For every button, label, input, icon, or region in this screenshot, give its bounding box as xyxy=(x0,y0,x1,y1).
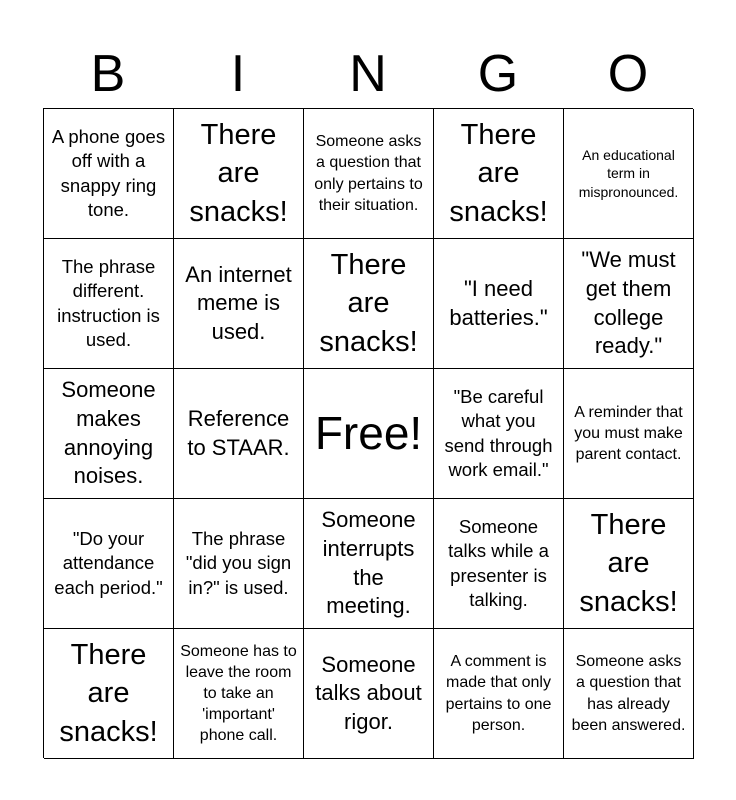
bingo-cell-i2[interactable] xyxy=(174,239,304,369)
cell-text: Someone has to leave the room to take an 'important' phone call. xyxy=(180,642,297,745)
cell-text: The phrase "did you sign in?" is used. xyxy=(185,527,292,598)
bingo-cell-b1[interactable] xyxy=(44,109,174,239)
cell-text: There are snacks! xyxy=(579,509,678,618)
bingo-cell-i1[interactable] xyxy=(174,109,304,239)
bingo-cell-i5[interactable] xyxy=(174,629,304,759)
cell-text: Someone makes annoying noises. xyxy=(61,377,156,489)
bingo-cell-g1[interactable] xyxy=(434,109,564,239)
free-space-cell[interactable] xyxy=(304,369,434,499)
bingo-cell-g5[interactable] xyxy=(434,629,564,759)
bingo-cell-i4[interactable] xyxy=(174,499,304,629)
cell-text: "Do your attendance each period." xyxy=(54,527,163,598)
bingo-board xyxy=(43,108,693,758)
bingo-cell-b5[interactable] xyxy=(44,629,174,759)
cell-text: Reference to STAAR. xyxy=(187,405,290,460)
bingo-cell-b2[interactable] xyxy=(44,239,174,369)
bingo-cell-i3[interactable] xyxy=(174,369,304,499)
bingo-cell-o1[interactable] xyxy=(564,109,694,239)
cell-text: The phrase different. instruction is used. xyxy=(57,255,160,350)
bingo-cell-o4[interactable] xyxy=(564,499,694,629)
bingo-cell-g2[interactable] xyxy=(434,239,564,369)
cell-text: Someone talks about rigor. xyxy=(315,651,422,734)
bingo-header xyxy=(43,40,693,108)
cell-text: An internet meme is used. xyxy=(185,261,292,344)
cell-text: "We must get them college ready." xyxy=(581,247,676,359)
cell-text: Someone asks a question that has already been answered. xyxy=(571,653,686,734)
bingo-cell-o5[interactable] xyxy=(564,629,694,759)
cell-text: Someone interrupts the meeting. xyxy=(321,507,416,619)
header-letter-n: N xyxy=(349,45,387,103)
cell-text: There are snacks! xyxy=(189,119,288,228)
bingo-cell-o2[interactable] xyxy=(564,239,694,369)
bingo-cell-o3[interactable] xyxy=(564,369,694,499)
header-letter-i: I xyxy=(230,45,246,103)
bingo-cell-g4[interactable] xyxy=(434,499,564,629)
cell-text: "I need batteries." xyxy=(449,275,548,330)
cell-text: There are snacks! xyxy=(59,639,158,748)
cell-text: Someone asks a question that only pertains to their situation. xyxy=(314,133,423,214)
cell-text: There are snacks! xyxy=(449,119,548,228)
header-letter-o: O xyxy=(607,45,649,103)
bingo-cell-n4[interactable] xyxy=(304,499,434,629)
header-letter-b: B xyxy=(90,45,126,103)
cell-text: "Be careful what you send through work email." xyxy=(444,385,553,480)
bingo-cell-b4[interactable] xyxy=(44,499,174,629)
bingo-cell-n5[interactable] xyxy=(304,629,434,759)
bingo-cell-g3[interactable] xyxy=(434,369,564,499)
header-letter-g: G xyxy=(477,45,519,103)
cell-text: There are snacks! xyxy=(319,249,418,358)
bingo-cell-n1[interactable] xyxy=(304,109,434,239)
cell-text: A reminder that you must make parent contact. xyxy=(574,403,683,464)
cell-text: A phone goes off with a snappy ring tone. xyxy=(51,125,166,220)
cell-text: Someone talks while a presenter is talking. xyxy=(448,515,549,610)
cell-text: A comment is made that only pertains to one person. xyxy=(445,653,552,734)
cell-text: An educational term in mispronounced. xyxy=(578,146,679,200)
cell-text: Free! xyxy=(314,407,423,460)
bingo-cell-b3[interactable] xyxy=(44,369,174,499)
bingo-cell-n2[interactable] xyxy=(304,239,434,369)
